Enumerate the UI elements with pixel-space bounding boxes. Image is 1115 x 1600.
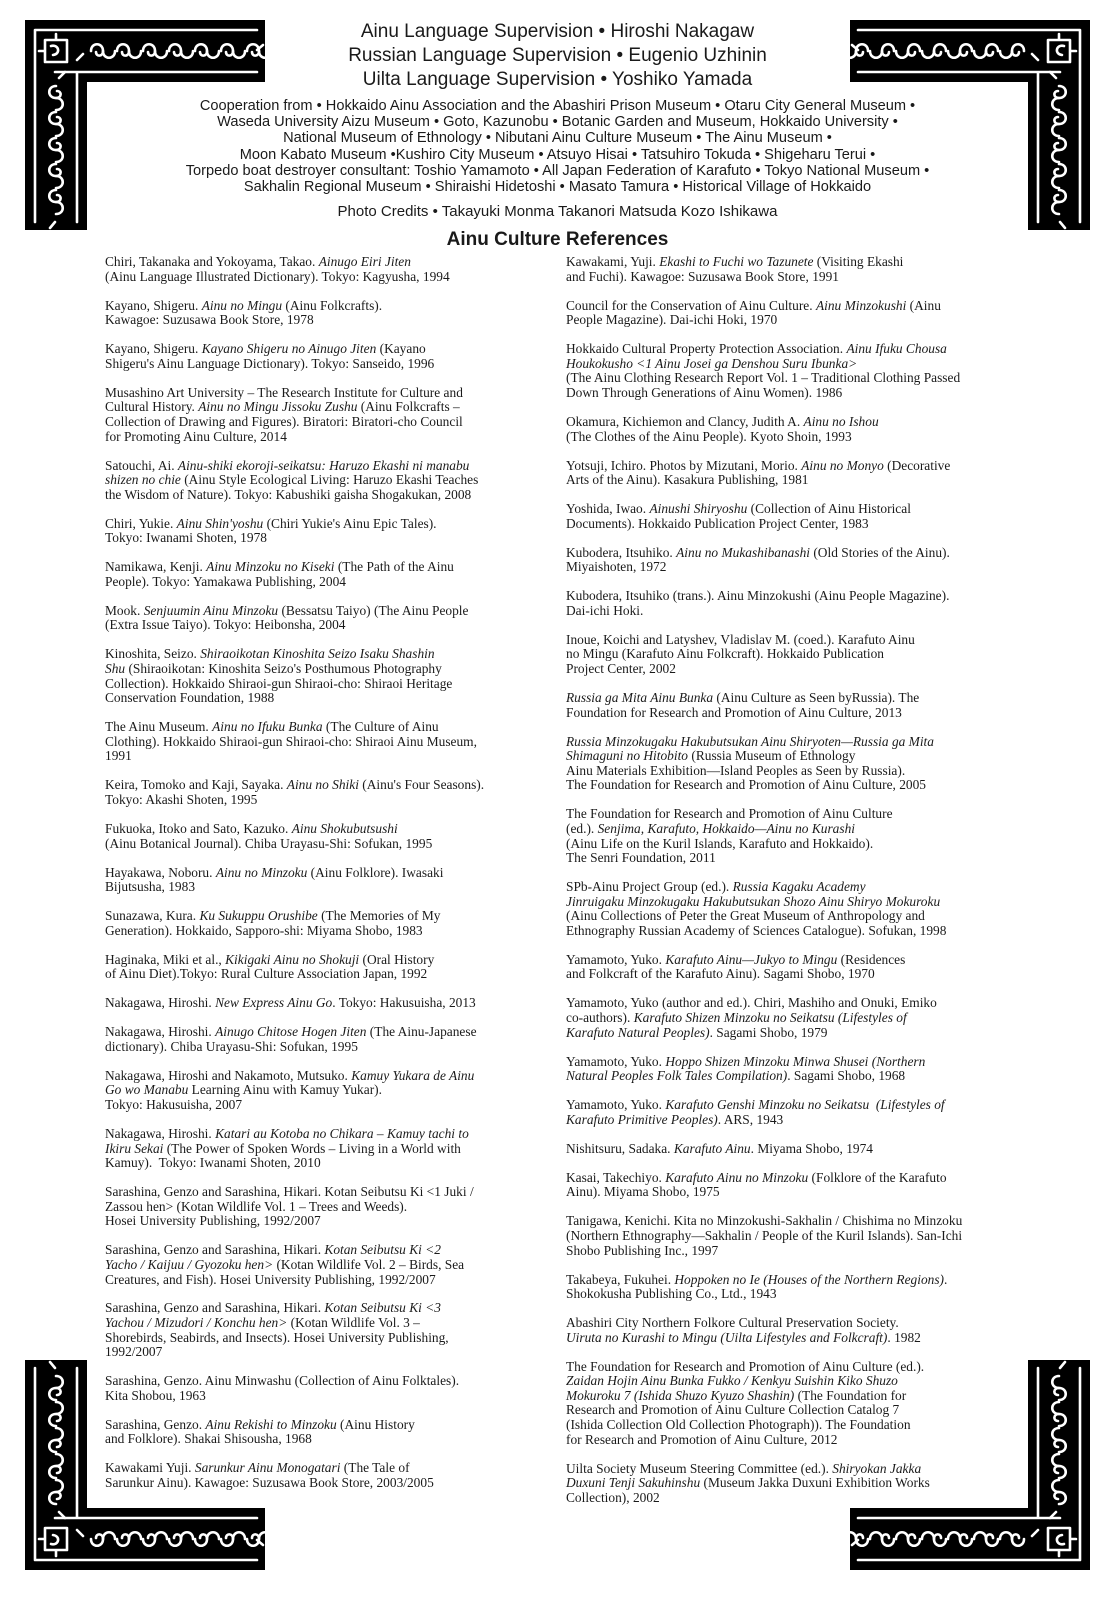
reference-title: Ku Sukuppu Orushibe	[199, 908, 318, 924]
reference-title: Karafuto Ainu no Minzoku	[665, 1169, 809, 1185]
reference-entry	[566, 633, 1006, 677]
cooperation-line: Sakhalin Regional Museum • Shiraishi Hidetoshi • Masato Tamura • Historical Village of Hokkaido	[243, 179, 872, 196]
reference-text: The Ainu Museum.	[105, 719, 213, 735]
reference-title: Karafuto Genshi Minzoku no Seikatsu (Lifestyles of Karafuto Primitive Peoples)	[566, 1097, 945, 1127]
reference-text: (Ainu Folkcrafts). Kawagoe: Suzusawa Book Store, 1978	[105, 297, 383, 328]
reference-title: Ainu no Mukashibanashi	[676, 544, 810, 560]
cooperation-line: Cooperation from • Hokkaido Ainu Association and the Abashiri Prison Museum • Otaru City General Museum •	[199, 98, 916, 114]
reference-title: Ainu Minzokushi	[815, 297, 907, 313]
reference-text: (The Clothes of the Ainu People). Kyoto Shoin, 1993	[566, 428, 852, 444]
reference-entry	[566, 1316, 1006, 1345]
reference-text: Uilta Society Museum Steering Committee (ed.).	[566, 1460, 833, 1476]
reference-text: Nakagawa, Hiroshi.	[105, 995, 216, 1011]
reference-entry	[105, 996, 545, 1011]
reference-title: Kikigaki Ainu no Shokuji	[225, 951, 360, 967]
reference-text: Keira, Tomoko and Kaji, Sayaka.	[105, 777, 287, 793]
reference-entry	[566, 1214, 1006, 1258]
reference-entry	[566, 1462, 1006, 1506]
reference-title: Sarunkur Ainu Monogatari	[194, 1460, 341, 1476]
reference-entry	[566, 342, 1006, 400]
supervision-line: Uilta Language Supervision • Yoshiko Yamada	[362, 69, 753, 90]
reference-text: Yamamoto, Yuko.	[566, 1097, 666, 1113]
reference-text: Kayano, Shigeru.	[105, 341, 202, 357]
reference-entry	[566, 299, 1006, 328]
photo-credits: Photo Credits • Takayuki Monma Takanori Matsuda Kozo Ishikawa	[337, 203, 778, 221]
reference-title: Karafuto Ainu	[673, 1140, 751, 1156]
reference-entry	[105, 1243, 545, 1287]
reference-title: Katari au Kotoba no Chikara – Kamuy tachi to Ikiru Sekai	[105, 1125, 469, 1156]
reference-text: (Shiraoikotan: Kinoshita Seizo's Posthumous Photography Collection). Hokkaido Shiraoi-gun Shiraoi-cho: Shiraoi Heritage Conservation Foundation, 1988	[105, 661, 453, 706]
references-title: Ainu Culture References	[446, 229, 669, 250]
reference-entry	[105, 386, 545, 444]
reference-entry	[105, 255, 545, 284]
reference-text: Kawakami Yuji.	[105, 1460, 195, 1476]
reference-text: (Kayano Shigeru's Ainu Language Dictionary). Tokyo: Sanseido, 1996	[105, 341, 435, 371]
references-column-right	[566, 255, 1006, 1520]
cooperation-line: National Museum of Ethnology • Nibutani Ainu Culture Museum • The Ainu Museum •	[283, 130, 832, 147]
cooperation-line: Moon Kabato Museum •Kushiro City Museum • Atsuyo Hisai • Tatsuhiro Tokuda • Shigeharu Terui •	[239, 146, 876, 163]
reference-text: (Residences and Folkcraft of the Karafuto Ainu). Sagami Shobo, 1970	[566, 951, 906, 982]
reference-title: Ainugo Chitose Hogen Jiten	[215, 1024, 367, 1040]
reference-text: Kinoshita, Seizo.	[105, 646, 201, 662]
reference-title: Shiryokan Jakka Duxuni Tenji Sakuhinshu	[566, 1460, 922, 1491]
reference-text: Kasai, Takechiyo.	[566, 1169, 666, 1185]
reference-text: (Old Stories of the Ainu). Miyaishoten, 1972	[566, 544, 950, 575]
cooperation-line: Torpedo boat destroyer consultant: Toshio Yamamoto • All Japan Federation of Karafuto • Tokyo National Museum •	[185, 162, 930, 179]
reference-text: Learning Ainu with Kamuy Yukar). Tokyo: Hakusuisha, 2007	[105, 1082, 382, 1112]
reference-entry	[105, 1127, 545, 1171]
reference-text: Kayano, Shigeru.	[105, 297, 202, 313]
reference-title: Karafuto Ainu—Jukyo to Mingu	[665, 951, 838, 967]
reference-entry	[566, 996, 1006, 1040]
reference-text: (Visiting Ekashi and Fuchi). Kawagoe: Suzusawa Book Store, 1991	[566, 254, 904, 284]
reference-text: (Chiri Yukie's Ainu Epic Tales). Tokyo: Iwanami Shoten, 1978	[105, 515, 437, 546]
reference-title: Ekashi to Fuchi wo Tazunete	[659, 254, 814, 269]
reference-text: (The Memories of My Generation). Hokkaido, Sapporo-shi: Miyama Shobo, 1983	[105, 908, 441, 938]
reference-text: Nakagawa, Hiroshi.	[105, 1024, 216, 1040]
reference-text: Kubodera, Itsuhiko.	[566, 544, 677, 560]
reference-title: Senjuumin Ainu Minzoku	[143, 602, 279, 618]
reference-text: (Museum Jakka Duxuni Exhibition Works Collection), 2002	[566, 1475, 930, 1505]
reference-title: Russia Minzokugaku Hakubutsukan Ainu Shiryoten—Russia ga Mita Shimaguni no Hitobito	[566, 733, 934, 764]
reference-entry	[105, 1185, 545, 1229]
reference-entry	[105, 1025, 545, 1054]
reference-title: Ainu Minzoku no Kiseki	[206, 559, 335, 575]
reference-entry	[105, 866, 545, 895]
reference-entry	[566, 1171, 1006, 1200]
reference-text: . 1982	[887, 1329, 921, 1345]
reference-text: (Ainu Language Illustrated Dictionary). Tokyo: Kagyusha, 1994	[105, 268, 450, 284]
reference-title: Ainu no Mingu Jissoku Zushu	[198, 399, 358, 415]
reference-text: The Foundation for Research and Promotion of Ainu Culture (ed.).	[566, 806, 893, 836]
reference-entry	[566, 1055, 1006, 1084]
references-column-left	[105, 255, 545, 1505]
supervision-line: Russian Language Supervision • Eugenio Uzhinin	[348, 45, 767, 66]
reference-title: Ainu Rekishi to Minzoku	[205, 1416, 337, 1432]
reference-text: (Russia Museum of Ethnology Ainu Materials Exhibition—Island Peoples as Seen by Russia). The Foundation for Research and Promotion of Ainu Culture, 2005	[566, 748, 927, 793]
reference-text: (Decorative Arts of the Ainu). Kasakura Publishing, 1981	[566, 457, 951, 488]
reference-entry	[105, 909, 545, 938]
reference-text: (Ainu's Four Seasons). Tokyo: Akashi Shoten, 1995	[105, 777, 485, 807]
reference-title: Ainu no Shiki	[286, 777, 359, 793]
reference-title: Shiraoikotan Kinoshita Seizo Isaku Shashin Shu	[105, 646, 435, 676]
reference-text: . ARS, 1943	[717, 1111, 784, 1127]
reference-title: Uiruta no Kurashi to Mingu (Uilta Lifestyles and Folkcraft)	[566, 1329, 888, 1345]
reference-text: Inoue, Koichi and Latyshev, Vladislav M. (coed.). Karafuto Ainu no Mingu (Karafuto Ainu Folkcraft). Hokkaido Publication Project Center, 2002	[566, 631, 915, 676]
reference-text: Satouchi, Ai.	[105, 457, 178, 473]
credits-block	[120, 20, 995, 221]
reference-text: Kubodera, Itsuhiko (trans.). Ainu Minzokushi (Ainu People Magazine). Dai-ichi Hoki.	[566, 588, 950, 618]
reference-entry	[105, 1461, 545, 1490]
reference-text: Chiri, Takanaka and Yokoyama, Takao.	[105, 254, 319, 269]
reference-title: Hoppo Shizen Minzoku Minwa Shusei (Northern Natural Peoples Folk Tales Compilation)	[566, 1053, 926, 1084]
reference-title: Hoppoken no Ie (Houses of the Northern Regions)	[674, 1271, 945, 1287]
reference-entry	[105, 1374, 545, 1403]
reference-text: Hokkaido Cultural Property Protection Association.	[566, 341, 847, 357]
reference-text: (The Ainu Clothing Research Report Vol. 1 – Traditional Clothing Passed Down Through Generations of Ainu Women). 1986	[566, 370, 961, 400]
reference-text: (Folklore of the Karafuto Ainu). Miyama Shobo, 1975	[566, 1169, 947, 1200]
reference-title: Zaidan Hojin Ainu Bunka Fukko / Kenkyu Suishin Kiko Shuzo Mokuroku 7 (Ishida Shuzo Kyuzo Shashin)	[566, 1373, 898, 1403]
reference-title: Russia Kagaku Academy Jinruigaku Minzokugaku Hakubutsukan Shozo Ainu Shiryo Mokuroku	[566, 879, 941, 909]
reference-title: Kamuy Yukara de Ainu Go wo Manabu	[105, 1067, 475, 1098]
reference-text: . Miyama Shobo, 1974	[750, 1140, 873, 1156]
reference-entry	[566, 255, 1006, 284]
reference-text: (Oral History of Ainu Diet).Tokyo: Rural Culture Association Japan, 1992	[105, 951, 435, 982]
reference-title: New Express Ainu Go	[215, 995, 333, 1011]
reference-entry	[105, 720, 545, 764]
reference-text: Abashiri City Northern Folkore Cultural Preservation Society.	[566, 1315, 899, 1331]
reference-text: (Ainu Collections of Peter the Great Museum of Anthropology and Ethnography Russian Academy of Sciences Catalogue). Sofukan, 1998	[566, 908, 947, 938]
reference-entry	[566, 1273, 1006, 1302]
reference-text: The Foundation for Research and Promotion of Ainu Culture (ed.).	[566, 1358, 925, 1374]
reference-text: (The Path of the Ainu People). Tokyo: Yamakawa Publishing, 2004	[105, 559, 454, 589]
reference-entry	[566, 807, 1006, 865]
reference-text: Council for the Conservation of Ainu Culture.	[566, 297, 816, 313]
reference-text: (Ainu Life on the Kuril Islands, Karafuto and Hokkaido). The Senri Foundation, 2011	[566, 835, 874, 866]
reference-text: Yamamoto, Yuko.	[566, 951, 666, 967]
reference-text: Sarashina, Genzo.	[105, 1416, 206, 1432]
reference-text: Sarashina, Genzo and Sarashina, Hikari. Kotan Seibutsu Ki <1 Juki / Zassou hen> (Kotan Wildlife Vol. 1 – Trees and Weeds). Hosei University Publishing, 1992/2007	[105, 1184, 474, 1229]
reference-entry	[105, 342, 545, 371]
reference-entry	[566, 735, 1006, 793]
reference-text: (Kotan Wildlife Vol. 3 – Shorebirds, Seabirds, and Insects). Hosei University Publishing, 1992/2007	[105, 1315, 449, 1360]
reference-title: Russia ga Mita Ainu Bunka	[566, 689, 714, 705]
reference-text: . Shokokusha Publishing Co., Ltd., 1943	[566, 1271, 948, 1302]
reference-title: Ainu Ifuku Chousa Houkokusho <1 Ainu Josei ga Denshou Suru Ibunka>	[566, 341, 947, 371]
reference-text: . Tokyo: Hakusuisha, 2013	[332, 995, 476, 1011]
reference-title: Ainu no Ifuku Bunka	[212, 719, 323, 735]
reference-text: (Ainu People Magazine). Dai-ichi Hoki, 1970	[566, 297, 941, 328]
reference-text: Sunazawa, Kura.	[105, 908, 200, 924]
reference-text: (The Power of Spoken Words – Living in a World with Kamuy). Tokyo: Iwanami Shoten, 2010	[105, 1140, 461, 1171]
reference-title: Ainu Shokubutsushi	[291, 820, 398, 836]
reference-text: Namikawa, Kenji.	[105, 559, 207, 575]
reference-text: (Ainu Botanical Journal). Chiba Urayasu-Shi: Sofukan, 1995	[105, 835, 433, 851]
reference-entry	[566, 415, 1006, 444]
reference-title: Ainushi Shiryoshu	[649, 501, 748, 517]
reference-text: Takabeya, Fukuhei.	[566, 1271, 675, 1287]
reference-text: (Ainu Culture as Seen byRussia). The Foundation for Research and Promotion of Ainu Culture, 2013	[566, 689, 920, 720]
reference-text: Kawakami, Yuji.	[566, 254, 660, 269]
reference-text: Haginaka, Miki et al.,	[105, 951, 226, 967]
reference-text: Musashino Art University – The Research Institute for Culture and Cultural History.	[105, 384, 463, 415]
reference-title: Kotan Seibutsu Ki <3 Yachou / Mizudori / Konchu hen>	[105, 1300, 441, 1331]
reference-text: (Ainu History and Folklore). Shakai Shisousha, 1968	[105, 1416, 415, 1447]
reference-entry	[566, 459, 1006, 488]
reference-text: Sarashina, Genzo and Sarashina, Hikari.	[105, 1300, 325, 1316]
reference-text: Nakagawa, Hiroshi.	[105, 1125, 216, 1141]
reference-text: (The Ainu-Japanese dictionary). Chiba Urayasu-Shi: Sofukan, 1995	[105, 1024, 477, 1054]
reference-text: Nakagawa, Hiroshi and Nakamoto, Mutsuko.	[105, 1067, 352, 1083]
reference-entry	[566, 546, 1006, 575]
reference-text: Hayakawa, Noboru.	[105, 864, 216, 880]
reference-entry	[566, 1142, 1006, 1157]
reference-entry	[566, 1098, 1006, 1127]
reference-text: Fukuoka, Itoko and Sato, Kazuko.	[105, 820, 292, 836]
reference-text: (The Foundation for Research and Promotion of Ainu Culture Collection Catalog 7 (Ishida Collection Old Collection Photograph)). The Foundation for Research and Promotion of Ainu Culture, 2012	[566, 1387, 911, 1447]
reference-entry	[566, 589, 1006, 618]
cooperation-block	[120, 98, 995, 195]
reference-entry	[105, 459, 545, 503]
reference-title: Ainu-shiki ekoroji-seikatsu: Haruzo Ekashi ni manabu shizen no chie	[105, 457, 470, 488]
reference-title: Kotan Seibutsu Ki <2 Yacho / Kaijuu / Gyozoku hen>	[105, 1242, 441, 1272]
reference-entry	[566, 953, 1006, 982]
reference-text: (Bessatsu Taiyo) (The Ainu People (Extra Issue Taiyo). Tokyo: Heibonsha, 2004	[105, 602, 469, 633]
reference-text: Yoshida, Iwao.	[566, 501, 650, 517]
reference-entry	[105, 604, 545, 633]
reference-text: Yotsuji, Ichiro. Photos by Mizutani, Morio.	[566, 457, 802, 473]
reference-entry	[105, 778, 545, 807]
reference-entry	[105, 1301, 545, 1359]
reference-text: (Kotan Wildlife Vol. 2 – Birds, Sea Creatures, and Fish). Hosei University Publishing, 1992/2007	[105, 1256, 465, 1287]
reference-text: . Sagami Shobo, 1979	[709, 1024, 828, 1040]
reference-text: . Sagami Shobo, 1968	[787, 1068, 906, 1084]
reference-entry	[566, 880, 1006, 938]
reference-text: Yamamoto, Yuko.	[566, 1053, 666, 1069]
reference-title: Ainu Shin'yoshu	[176, 515, 264, 531]
reference-text: SPb-Ainu Project Group (ed.).	[566, 879, 733, 895]
reference-title: Karafuto Shizen Minzoku no Seikatsu (Lifestyles of Karafuto Natural Peoples)	[566, 1010, 907, 1040]
reference-text: Chiri, Yukie.	[105, 515, 177, 531]
reference-text: (The Tale of Sarunkur Ainu). Kawagoe: Suzusawa Book Store, 2003/2005	[105, 1460, 434, 1490]
reference-text: (Ainu Style Ecological Living: Haruzo Ekashi Teaches the Wisdom of Nature). Tokyo: Kabushiki gaisha Shogakukan, 2008	[105, 472, 479, 502]
reference-title: Ainu no Mingu	[201, 297, 283, 313]
reference-entry	[566, 691, 1006, 720]
reference-text: (Ainu Folkcrafts – Collection of Drawing and Figures). Biratori: Biratori-cho Council for Promoting Ainu Culture, 2014	[105, 399, 463, 444]
reference-entry	[105, 560, 545, 589]
reference-entry	[105, 1418, 545, 1447]
supervision-line: Ainu Language Supervision • Hiroshi Nakagaw	[360, 21, 755, 42]
reference-entry	[566, 1360, 1006, 1448]
reference-entry	[566, 502, 1006, 531]
reference-text: (Collection of Ainu Historical Documents). Hokkaido Publication Project Center, 1983	[566, 501, 911, 531]
reference-text: Sarashina, Genzo and Sarashina, Hikari.	[105, 1242, 325, 1258]
reference-title: Ainu no Monyo	[801, 457, 884, 473]
cooperation-line: Waseda University Aizu Museum • Goto, Kazunobu • Botanic Garden and Museum, Hokkaido University •	[217, 114, 898, 131]
reference-entry	[105, 517, 545, 546]
reference-title: Ainu no Ishou	[803, 413, 879, 429]
reference-text: Okamura, Kichiemon and Clancy, Judith A.	[566, 413, 804, 429]
reference-text: Tanigawa, Kenichi. Kita no Minzokushi-Sakhalin / Chishima no Minzoku (Northern Ethnography—Sakhalin / People of the Kuril Islands). San-Ichi Shobo Publishing Inc., 1997	[566, 1213, 963, 1258]
reference-entry	[105, 647, 545, 705]
reference-text: Mook.	[105, 602, 144, 618]
reference-entry	[105, 1069, 545, 1113]
reference-text: (The Culture of Ainu Clothing). Hokkaido Shiraoi-gun Shiraoi-cho: Shiraoi Ainu Museum, 1991	[105, 719, 477, 764]
reference-text: Nishitsuru, Sadaka.	[566, 1140, 674, 1156]
reference-title: Senjima, Karafuto, Hokkaido—Ainu no Kurashi	[597, 820, 856, 836]
reference-title: Ainu no Minzoku	[215, 864, 308, 880]
reference-text: Yamamoto, Yuko (author and ed.). Chiri, Mashiho and Onuki, Emiko co-authors).	[566, 995, 937, 1026]
reference-entry	[105, 299, 545, 328]
reference-text: (Ainu Folklore). Iwasaki Bijutsusha, 1983	[105, 864, 444, 895]
reference-entry	[105, 822, 545, 851]
reference-entry	[105, 953, 545, 982]
reference-text: Sarashina, Genzo. Ainu Minwashu (Collection of Ainu Folktales). Kita Shobou, 1963	[105, 1373, 460, 1403]
reference-title: Ainugo Eiri Jiten	[318, 254, 411, 269]
reference-title: Kayano Shigeru no Ainugo Jiten	[201, 341, 377, 357]
